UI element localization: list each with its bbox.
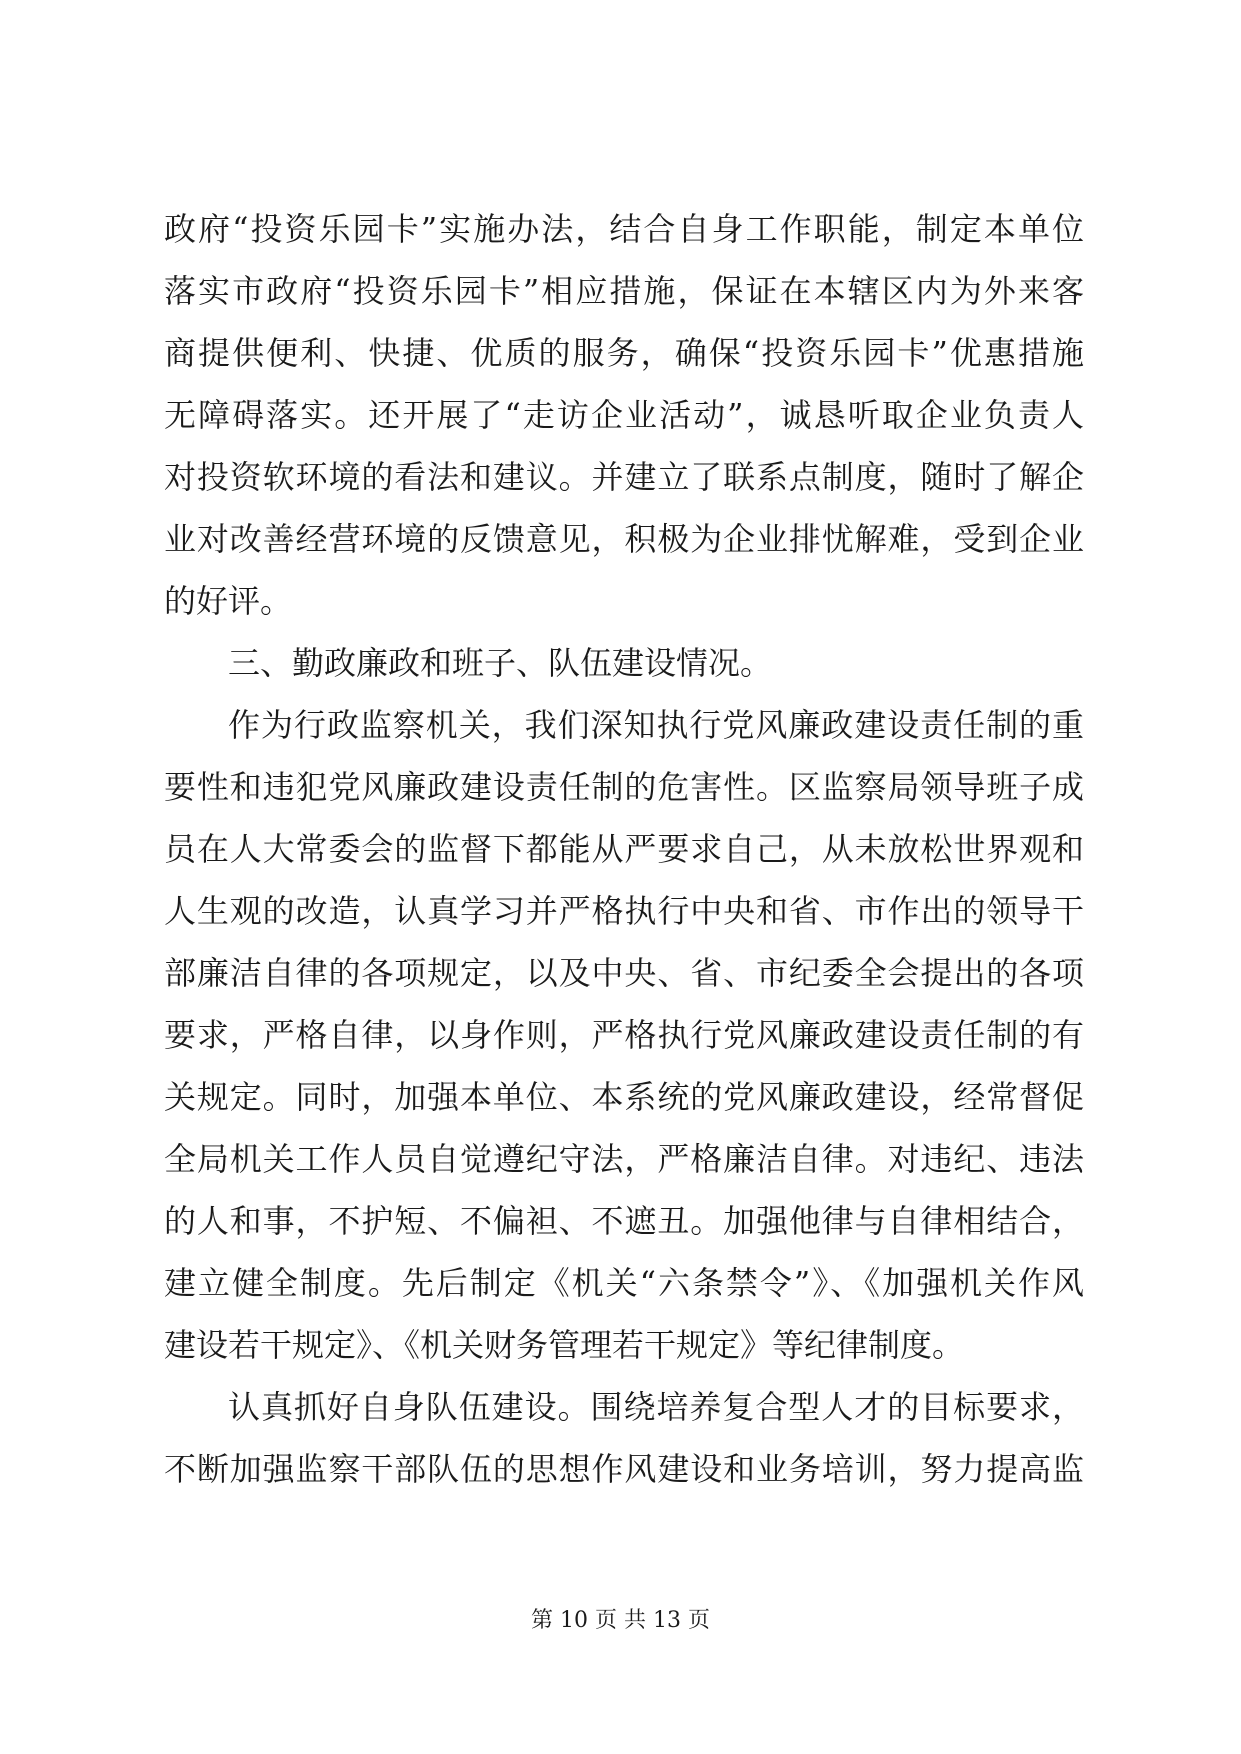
text-line: 要求，严格自律，以身作则，严格执行党风廉政建设责任制的有 — [164, 1016, 1084, 1054]
text-line: 对投资软环境的看法和建议。并建立了联系点制度，随时了解企 — [164, 458, 1084, 496]
text-line: 建立健全制度。先后制定《机关“六条禁令”》、《加强机关作风 — [164, 1264, 1084, 1302]
text-line: 人生观的改造，认真学习并严格执行中央和省、市作出的领导干 — [164, 892, 1084, 930]
text-line: 商提供便利、快捷、优质的服务，确保“投资乐园卡”优惠措施 — [164, 334, 1084, 372]
text-line: 业对改善经营环境的反馈意见，积极为企业排忧解难，受到企业 — [164, 520, 1084, 558]
text-line: 员在人大常委会的监督下都能从严要求自己，从未放松世界观和 — [164, 830, 1084, 868]
text-line: 落实市政府“投资乐园卡”相应措施，保证在本辖区内为外来客 — [164, 272, 1084, 310]
text-line: 建设若干规定》、《机关财务管理若干规定》等纪律制度。 — [164, 1326, 965, 1364]
text-line: 关规定。同时，加强本单位、本系统的党风廉政建设，经常督促 — [164, 1078, 1084, 1116]
text-line: 全局机关工作人员自觉遵纪守法，严格廉洁自律。对违纪、违法 — [164, 1140, 1084, 1178]
text-line: 的好评。 — [164, 582, 293, 620]
text-line: 政府“投资乐园卡”实施办法，结合自身工作职能，制定本单位 — [164, 210, 1084, 248]
text-line: 部廉洁自律的各项规定，以及中央、省、市纪委全会提出的各项 — [164, 954, 1084, 992]
text-line: 作为行政监察机关，我们深知执行党风廉政建设责任制的重 — [228, 706, 1084, 744]
text-line: 的人和事，不护短、不偏袒、不遮丑。加强他律与自律相结合， — [164, 1202, 1084, 1240]
text-line: 不断加强监察干部队伍的思想作风建设和业务培训，努力提高监 — [164, 1450, 1084, 1488]
text-line: 要性和违犯党风廉政建设责任制的危害性。区监察局领导班子成 — [164, 768, 1084, 806]
text-line: 认真抓好自身队伍建设。围绕培养复合型人才的目标要求， — [228, 1388, 1084, 1426]
page-number-footer: 第 10 页 共 13 页 — [531, 1608, 710, 1633]
text-line: 无障碍落实。还开展了“走访企业活动”，诚恳听取企业负责人 — [164, 396, 1084, 434]
section-heading: 三、勤政廉政和班子、队伍建设情况。 — [228, 644, 773, 682]
